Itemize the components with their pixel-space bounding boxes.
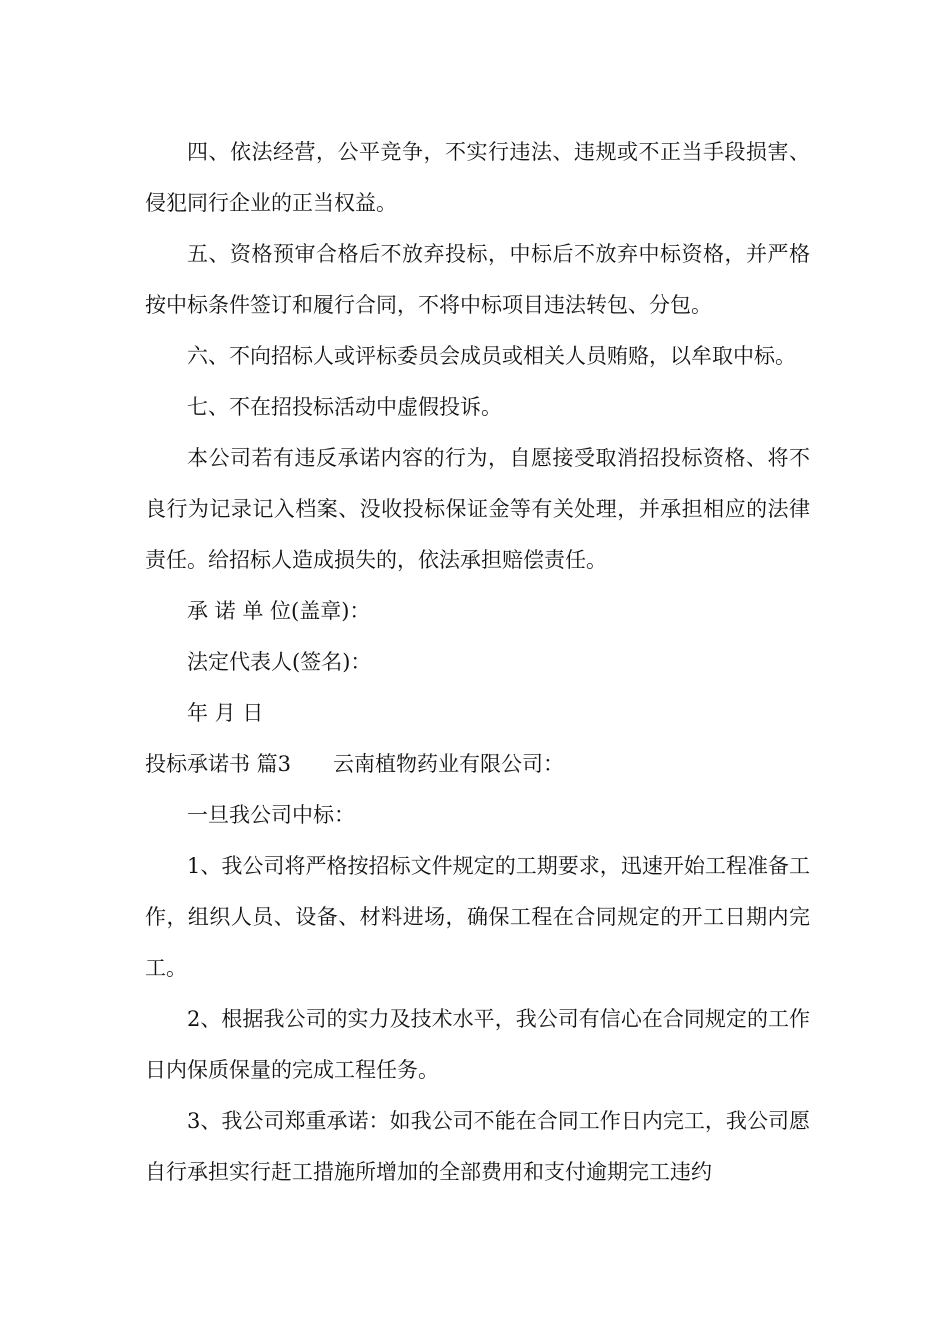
paragraph-item-3: 3、我公司郑重承诺：如我公司不能在合同工作日内完工，我公司愿自行承担实行赶工措施所增加的全部费用和支付逾期完工违约	[145, 1109, 810, 1184]
paragraph-clause-6: 六、不向招标人或评标委员会成员或相关人员贿赂，以牟取中标。	[187, 344, 796, 368]
paragraph-clause-4: 四、依法经营，公平竞争，不实行违法、违规或不正当手段损害、侵犯同行企业的正当权益。	[145, 140, 810, 215]
signature-unit-line: 承 诺 单 位(盖章)：	[187, 599, 371, 623]
paragraph-item-1: 1、我公司将严格按招标文件规定的工期要求，迅速开始工程准备工作，组织人员、设备、材料进场，确保工程在合同规定的开工日期内完工。	[145, 854, 810, 980]
signature-date-line: 年 月 日	[187, 701, 264, 725]
paragraph-item-2: 2、根据我公司的实力及技术水平，我公司有信心在合同规定的工作日内保质保量的完成工程任务。	[145, 1007, 810, 1082]
document-body	[145, 127, 810, 1198]
paragraph-violation-liability: 本公司若有违反承诺内容的行为，自愿接受取消招投标资格、将不良行为记录记入档案、没收投标保证金等有关处理，并承担相应的法律责任。给招标人造成损失的，依法承担赔偿责任。	[145, 446, 810, 572]
paragraph-clause-5: 五、资格预审合格后不放弃投标，中标后不放弃中标资格，并严格按中标条件签订和履行合同，不将中标项目违法转包、分包。	[145, 242, 810, 317]
section-heading-3: 投标承诺书 篇3 云南植物药业有限公司：	[145, 752, 565, 776]
signature-representative-line: 法定代表人(签名)：	[187, 650, 372, 674]
paragraph-clause-7: 七、不在招投标活动中虚假投诉。	[187, 395, 502, 419]
paragraph-intro: 一旦我公司中标：	[187, 803, 355, 827]
